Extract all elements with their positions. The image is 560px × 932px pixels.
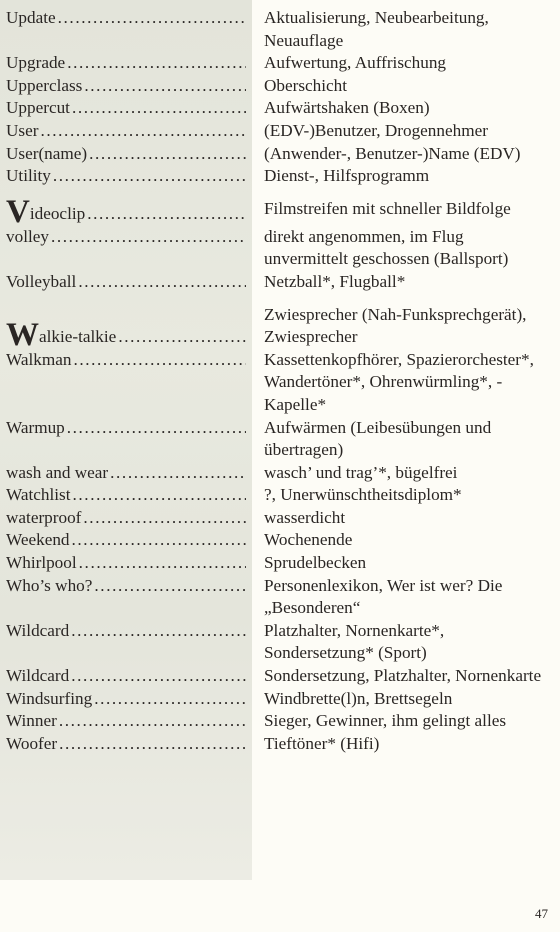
section-initial: W — [6, 316, 39, 349]
glossary-entry — [0, 349, 560, 417]
entry-term: W alkie-talkie ..... — [0, 304, 246, 349]
leader-dots — [108, 462, 246, 485]
entry-definition: direkt angenommen, im Flug unvermittelt geschossen (Ballsport) — [264, 226, 509, 269]
entry-term: Upperclass ..... — [0, 75, 246, 98]
entry-definition: Windbrette(l)n, Brettsegeln — [264, 688, 453, 708]
leader-dots — [71, 484, 247, 507]
glossary-entry-section-w — [0, 304, 560, 349]
entry-term: User ..... — [0, 120, 246, 143]
entry-definition: Aufwertung, Auffrischung — [264, 53, 447, 73]
glossary-entry — [0, 552, 560, 575]
entry-definition: Wochenende — [264, 530, 353, 550]
entry-term: Volleyball ..... — [0, 271, 246, 294]
leader-dots — [87, 143, 246, 166]
entry-term: V ideoclip ..... — [0, 198, 246, 226]
glossary-entry — [0, 417, 560, 462]
entry-term: Uppercut ..... — [0, 97, 246, 120]
entry-term: Watchlist ..... — [0, 484, 246, 507]
entry-definition: Kassettenkopfhörer, Spazierorchester*, Wandertöner*, Ohrenwürmling*, -Kapelle* — [264, 349, 534, 414]
glossary-entry — [0, 688, 560, 711]
leader-dots — [69, 620, 246, 643]
entry-term: Utility ..... — [0, 165, 246, 188]
entry-definition: Dienst-, Hilfsprogramm — [264, 166, 430, 186]
leader-dots — [65, 417, 246, 440]
leader-dots — [56, 7, 246, 30]
entry-term: Update ..... — [0, 7, 246, 52]
glossary-entry — [0, 733, 560, 756]
entry-definition: ?, Unerwünschtheitsdiplom* — [264, 485, 462, 505]
section-initial: V — [6, 197, 30, 226]
entry-definition: Sprudelbecken — [264, 553, 367, 573]
glossary-entry — [0, 575, 560, 620]
entry-term: waterproof ..... — [0, 507, 246, 530]
glossary-entry — [0, 97, 560, 120]
entry-definition: Platzhalter, Nornenkarte*, Sondersetzung* (Sport) — [264, 620, 445, 663]
entry-term: Who’s who? ..... — [0, 575, 246, 620]
leader-dots — [92, 688, 246, 711]
entry-definition: Oberschicht — [264, 75, 348, 95]
glossary-entry — [0, 120, 560, 143]
entry-term: Whirlpool ..... — [0, 552, 246, 575]
glossary-entry — [0, 484, 560, 507]
entry-definition: (Anwender-, Benutzer-)Name (EDV) — [264, 143, 521, 163]
leader-dots — [71, 349, 246, 372]
leader-dots — [57, 710, 246, 733]
glossary-list — [0, 7, 560, 755]
glossary-entry — [0, 143, 560, 166]
leader-dots — [76, 271, 246, 294]
entry-term: Warmup ..... — [0, 417, 246, 462]
glossary-entry — [0, 507, 560, 530]
glossary-entry — [0, 462, 560, 485]
page-number: 47 — [535, 906, 548, 921]
entry-definition: Aufwärmen (Leibesübungen und übertragen) — [264, 417, 492, 460]
leader-dots — [70, 97, 246, 120]
leader-dots — [49, 226, 246, 249]
glossary-entry — [0, 52, 560, 75]
entry-term: Windsurfing ..... — [0, 688, 246, 711]
entry-definition: Aufwärtshaken (Boxen) — [264, 98, 430, 118]
glossary-entry — [0, 165, 560, 188]
entry-definition: Tieftöner* (Hifi) — [264, 733, 380, 753]
entry-definition: Personenlexikon, Wer ist wer? Die „Besonderen“ — [264, 575, 503, 618]
leader-dots — [51, 165, 246, 188]
entry-definition: Filmstreifen mit schneller Bildfolge — [264, 198, 511, 218]
glossary-entry — [0, 710, 560, 733]
entry-term: Walkman ..... — [0, 349, 246, 417]
entry-definition: Sieger, Gewinner, ihm gelingt alles — [264, 711, 507, 731]
glossary-entry — [0, 620, 560, 665]
entry-definition: Aktualisierung, Neubearbeitung, Neuauflage — [264, 8, 489, 50]
leader-dots — [38, 120, 246, 143]
leader-dots — [116, 326, 246, 349]
entry-definition: (EDV-)Benutzer, Drogennehmer — [264, 120, 488, 140]
leader-dots — [70, 529, 246, 552]
glossary-entry — [0, 226, 560, 271]
entry-term: volley ..... — [0, 226, 246, 271]
entry-term: Weekend ..... — [0, 529, 246, 552]
entry-term: Woofer ..... — [0, 733, 246, 756]
glossary-entry — [0, 7, 560, 52]
entry-term: Wildcard ..... — [0, 620, 246, 665]
leader-dots — [57, 733, 246, 756]
leader-dots — [69, 665, 246, 688]
leader-dots — [81, 507, 246, 530]
entry-term: User(name) ..... — [0, 143, 246, 166]
leader-dots — [77, 552, 246, 575]
glossary-entry — [0, 665, 560, 688]
glossary-entry-section-v — [0, 198, 560, 226]
glossary-entry — [0, 271, 560, 294]
entry-term: Upgrade ..... — [0, 52, 246, 75]
entry-definition: Zwiesprecher (Nah-Funksprechgerät), Zwiesprecher — [264, 304, 527, 347]
entry-definition: wasch’ und trag’*, bügelfrei — [264, 462, 458, 482]
entry-definition: Netzball*, Flugball* — [264, 271, 406, 291]
entry-definition: Sondersetzung, Platzhalter, Nornenkarte — [264, 666, 542, 686]
entry-definition: wasserdicht — [264, 507, 346, 527]
leader-dots — [65, 52, 246, 75]
entry-term: Wildcard ..... — [0, 665, 246, 688]
leader-dots — [85, 203, 246, 226]
glossary-entry — [0, 75, 560, 98]
leader-dots — [92, 575, 246, 598]
entry-term: Winner ..... — [0, 710, 246, 733]
leader-dots — [82, 75, 246, 98]
glossary-entry — [0, 529, 560, 552]
entry-term: wash and wear ..... — [0, 462, 246, 485]
